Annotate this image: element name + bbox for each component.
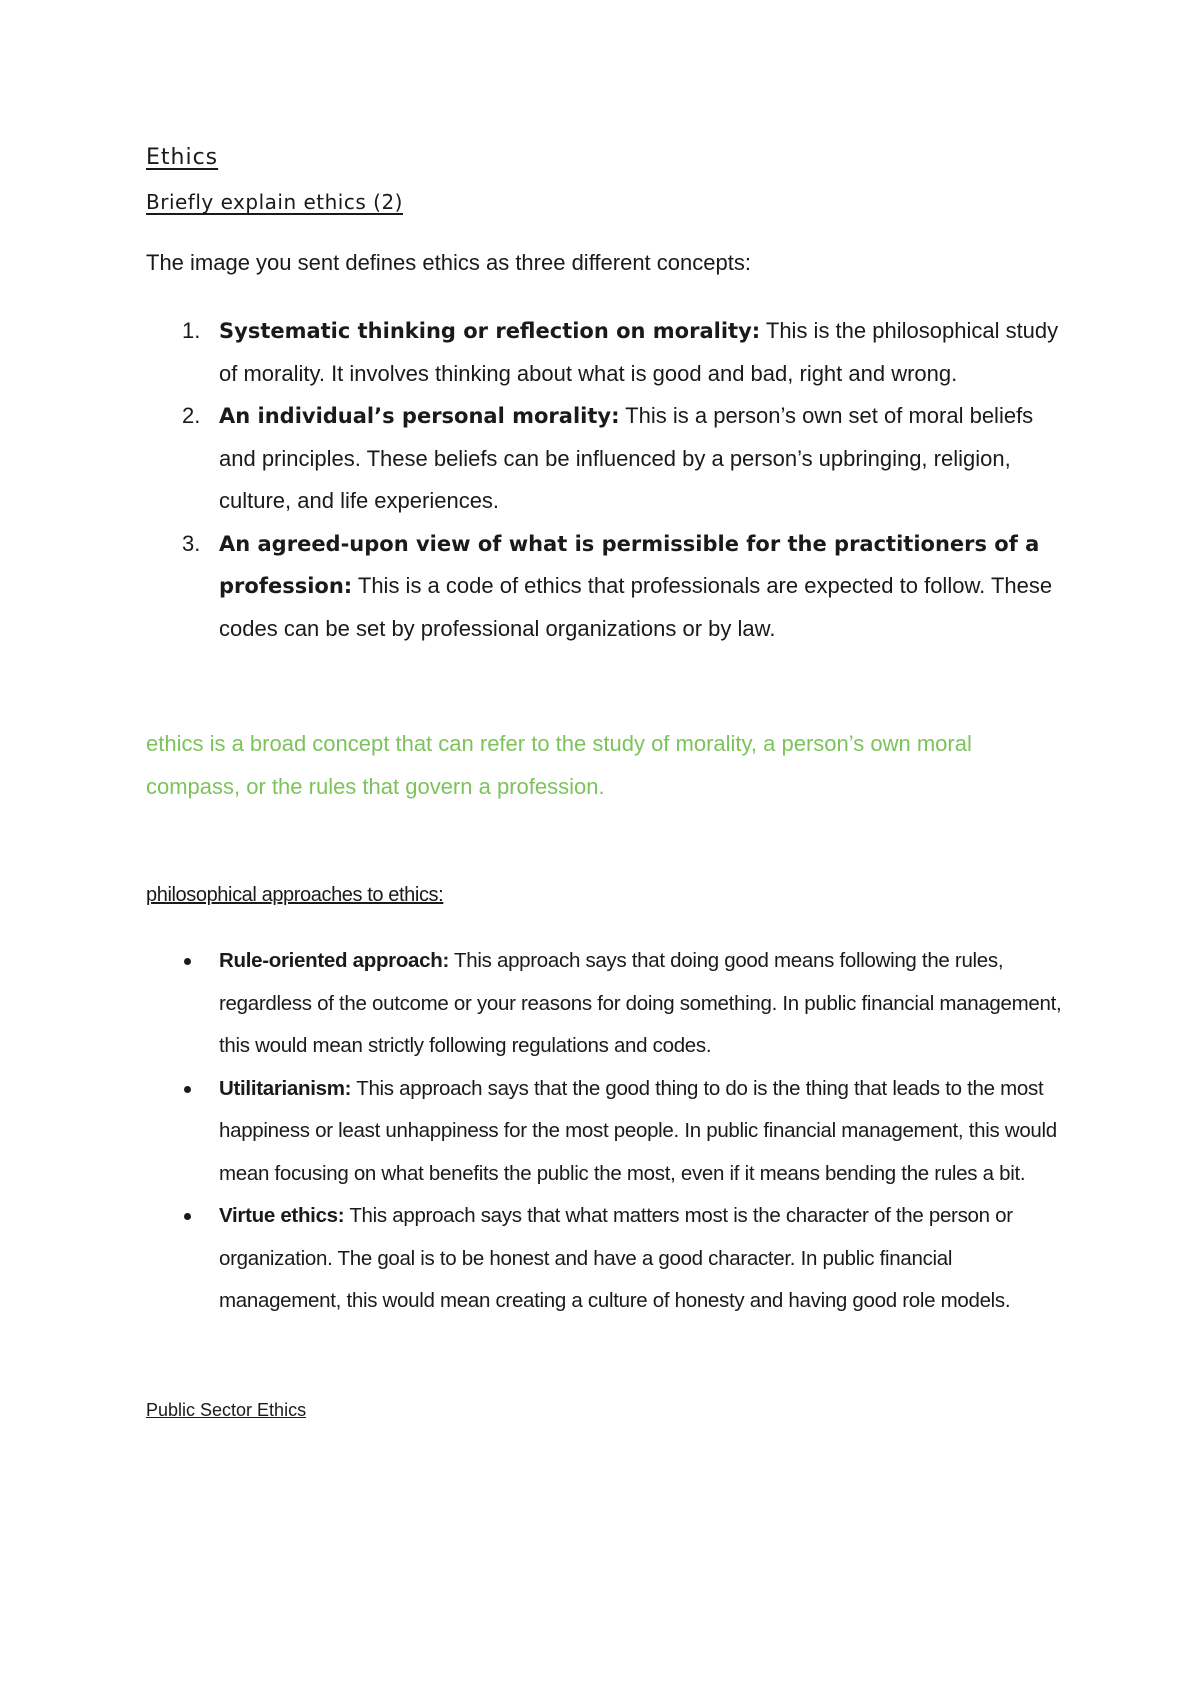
- bullet-icon: [184, 1213, 191, 1220]
- intro-paragraph: The image you sent defines ethics as three different concepts:: [146, 250, 751, 275]
- list-item: [146, 1195, 1066, 1323]
- approach-text: This approach says that doing good means following the rules, regardless of the outcome or your reasons for doing something. In public financial management, this would mean strictly following regulations and codes.: [219, 949, 1062, 1057]
- list-number: 1.: [182, 318, 201, 343]
- definition-term: An agreed-upon view of what is permissible for the practitioners of a profession:: [219, 531, 1040, 598]
- summary-paragraph: ethics is a broad concept that can refer to the study of morality, a person’s own moral compass, or the rules that govern a profession.: [146, 731, 972, 799]
- approaches-heading: philosophical approaches to ethics:: [146, 884, 444, 906]
- question-heading: Briefly explain ethics (2): [146, 190, 403, 214]
- list-item: [146, 395, 1066, 523]
- definition-term: An individual’s personal morality:: [219, 404, 620, 428]
- approach-text: This approach says that what matters most is the character of the person or organization. The goal is to be honest and have a good character. In public financial management, this would mean creating a culture of honesty and having good role models.: [219, 1204, 1013, 1312]
- document-title: Ethics: [146, 145, 219, 170]
- definition-text: This is a code of ethics that professionals are expected to follow. These codes can be set by professional organizations or by law.: [219, 573, 1053, 641]
- definition-text: This is the philosophical study of morality. It involves thinking about what is good and bad, right and wrong.: [219, 318, 1059, 386]
- definitions-list: [146, 310, 1066, 650]
- list-item: [146, 1068, 1066, 1196]
- approach-term: Virtue ethics:: [219, 1204, 345, 1227]
- list-item: [146, 523, 1066, 651]
- approach-term: Utilitarianism:: [219, 1076, 352, 1100]
- list-number: 3.: [182, 530, 201, 556]
- approaches-list: [146, 940, 1066, 1323]
- approach-text: This approach says that the good thing to do is the thing that leads to the most happiness or least unhappiness for the most people. In public financial management, this would mean focusing on what benefits the public the most, even if it means bending the rules a bit.: [219, 1076, 1057, 1185]
- list-number: 2.: [182, 403, 201, 428]
- list-item: [146, 310, 1066, 395]
- definition-text: This is a person’s own set of moral beliefs and principles. These beliefs can be influenced by a person’s upbringing, religion, culture, and life experiences.: [219, 403, 1034, 513]
- bullet-icon: [184, 958, 191, 965]
- approach-term: Rule-oriented approach:: [219, 949, 450, 972]
- definition-term: Systematic thinking or reflection on morality:: [219, 319, 761, 343]
- list-item: [146, 940, 1066, 1068]
- bullet-icon: [184, 1086, 191, 1093]
- public-sector-heading: Public Sector Ethics: [146, 1400, 307, 1420]
